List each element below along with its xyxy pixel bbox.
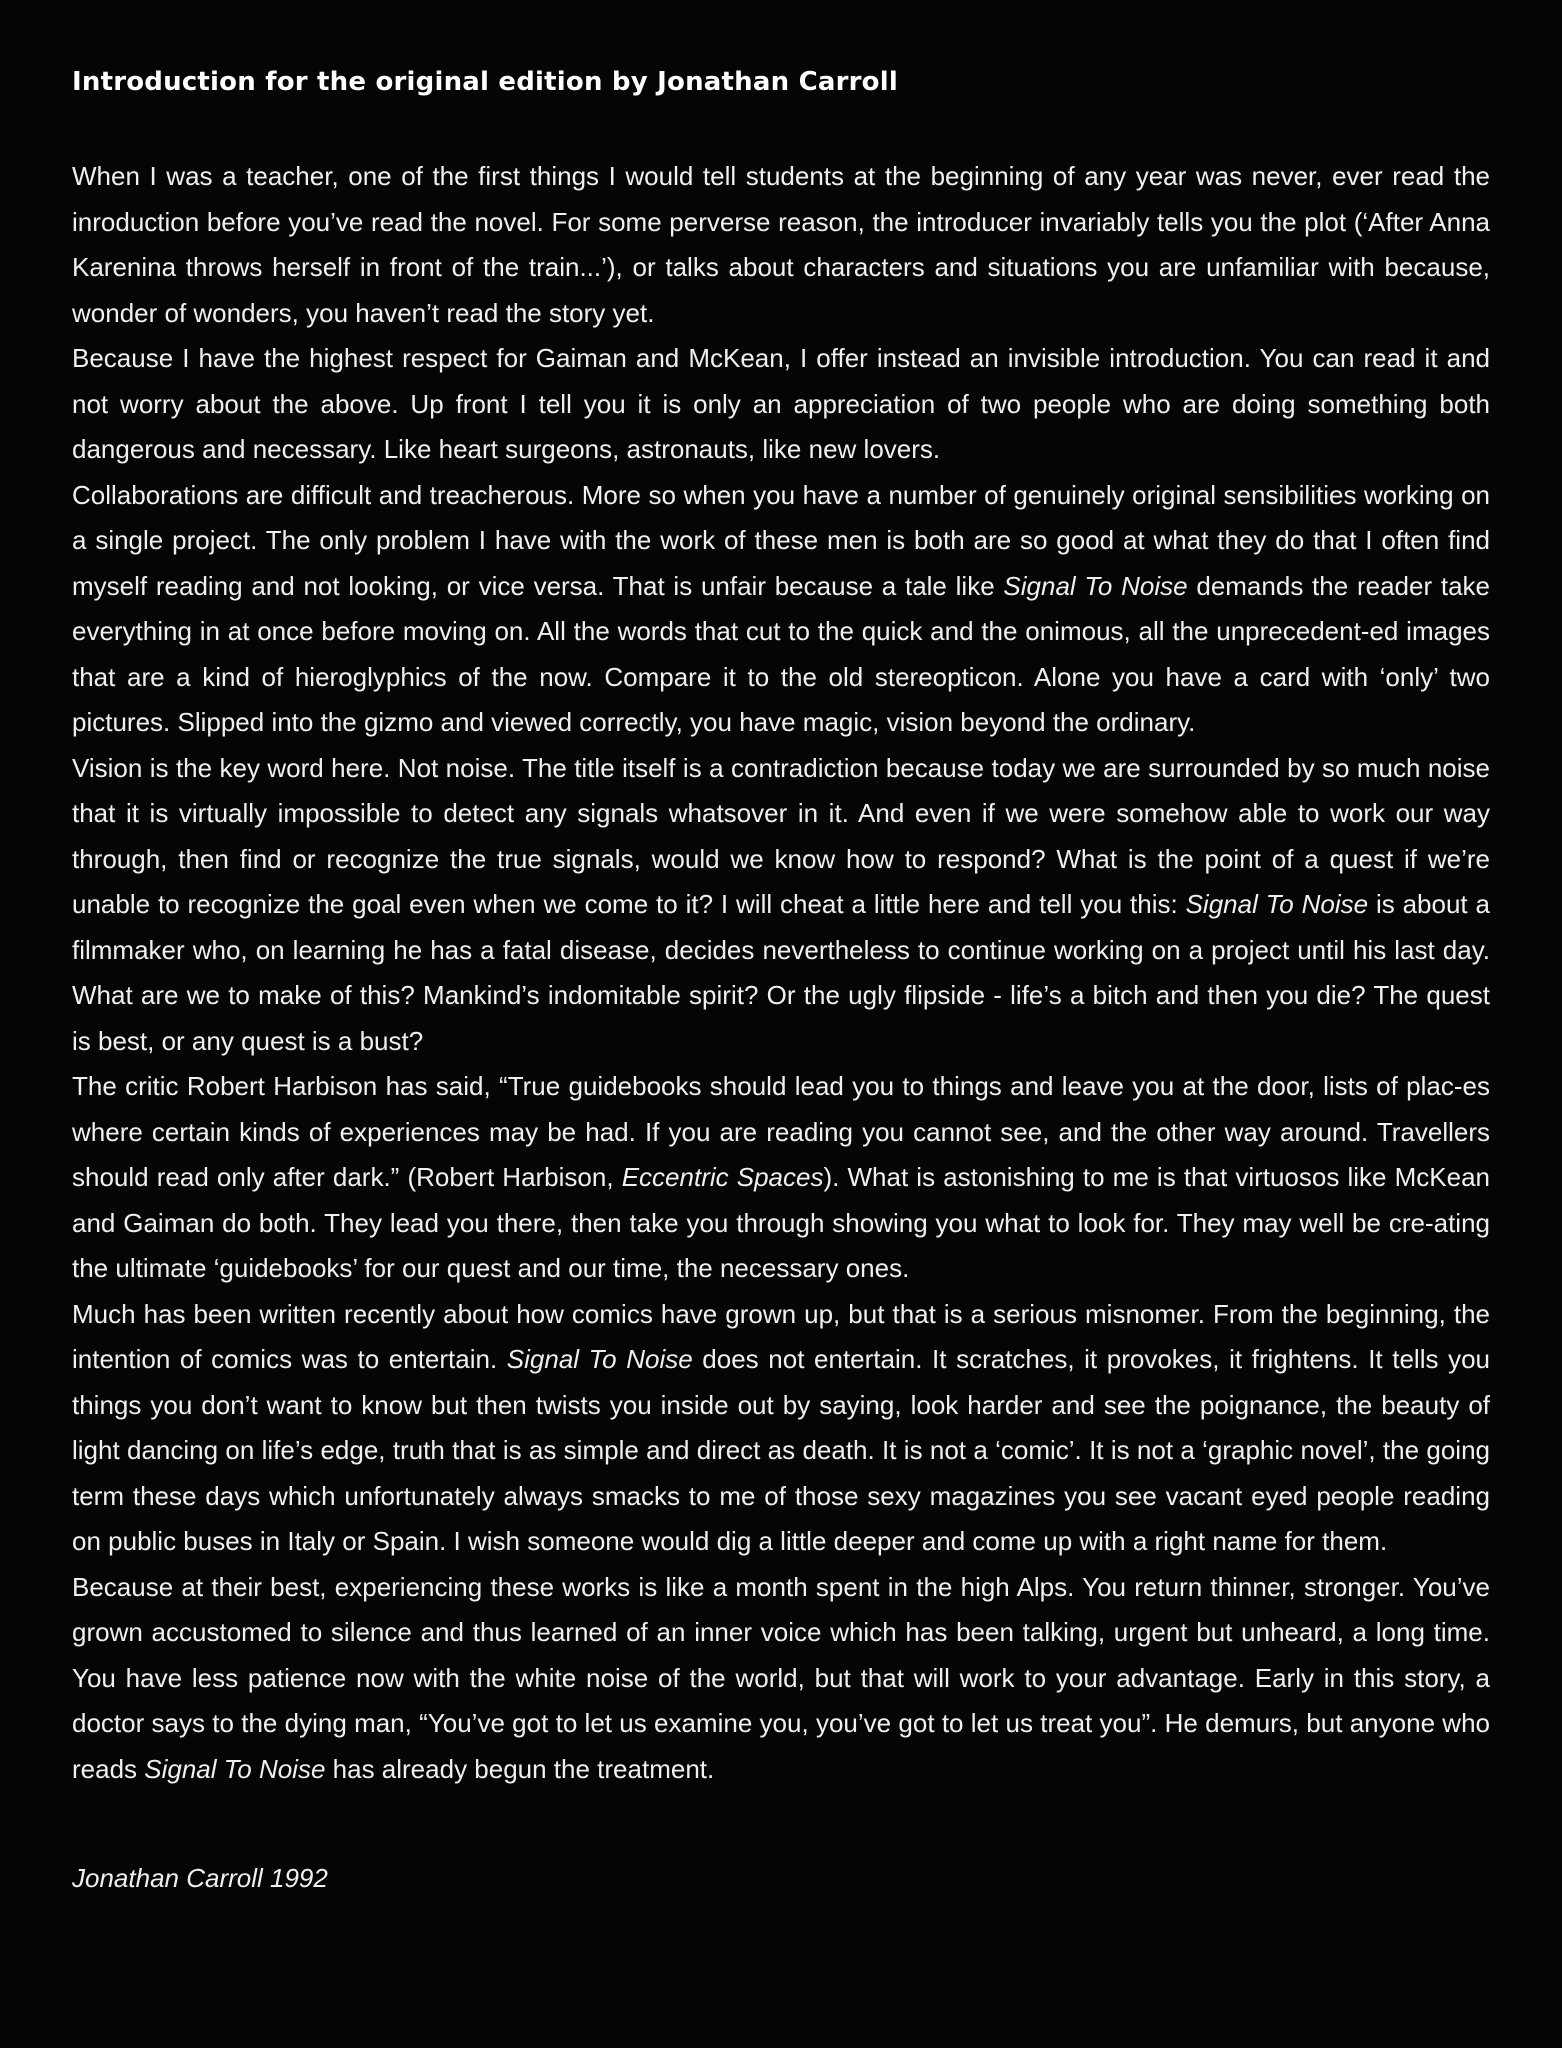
introduction-body — [72, 154, 1490, 1792]
paragraph-text: demands the reader take everything in at once before moving on. All the words that cut to the quick and the onimous, all the unprecedent-ed images that are a kind of hieroglyphics of the now. Compare it to the old stereopticon. Alone you have a card with ‘only’ two pictures. Slipped into the gizmo and viewed correctly, you have magic, vision beyond the ordinary. — [72, 570, 1490, 737]
paragraph-5 — [72, 1064, 1490, 1292]
paragraph-2 — [72, 336, 1490, 473]
paragraph-text: is about a filmmaker who, on learning he has a fatal disease, decides nevertheless to continue working on a project until his last day. What are we to make of this? Mankind’s indomitable spirit? Or the ugly flipside - life’s a bitch and then you die? The quest is best, or any quest is a bust? — [72, 889, 1490, 1056]
paragraph-text: The critic Robert Harbison has said, “True guidebooks should lead you to things and leave you at the door, lists of plac-es where certain kinds of experiences may be had. If you are reading you cannot see, and the other way around. Travellers should read only after dark.” (Robert Harbison, — [72, 1071, 1490, 1192]
book-title-italic: Signal To Noise — [144, 1753, 326, 1784]
paragraph-1 — [72, 154, 1490, 336]
book-title-italic: Eccentric Spaces — [621, 1162, 824, 1192]
book-title-italic: Signal To Noise — [1185, 889, 1369, 919]
paragraph-text: Vision is the key word here. Not noise. The title itself is a contradiction because today we are surrounded by so much noise that it is virtually impossible to detect any signals whatsover in it. And even if we were somehow able to work our way through, then find or recognize the true signals, would we know how to respond? What is the point of a quest if we’re unable to recognize the goal even when we come to it? I will cheat a little here and tell you this: — [72, 752, 1490, 919]
author-signature: Jonathan Carroll 1992 — [72, 1863, 328, 1893]
paragraph-4 — [72, 746, 1490, 1065]
page-title: Introduction for the original edition by Jonathan Carroll — [72, 67, 898, 97]
paragraph-text: does not entertain. It scratches, it provokes, it frightens. It tells you things you don’t want to know but then twists you inside out by saying, look harder and see the poignance, the beauty of light dancing on life’s edge, truth that is as simple and direct as death. It is not a ‘comic’. It is not a ‘graphic novel’, the going term these days which unfortunately always smacks to me of those sexy magazines you see vacant eyed people reading on public buses in Italy or Spain. I wish someone would dig a little deeper and come up with a right name for them. — [72, 1344, 1490, 1556]
document-page — [72, 62, 1490, 1898]
paragraph-text: Because I have the highest respect for Gaiman and McKean, I offer instead an invisible introduction. You can read it and not worry about the above. Up front I tell you it is only an appreciation of two people who are doing something both dangerous and necessary. Like heart surgeons, astronauts, like new lovers. — [72, 343, 1490, 464]
paragraph-text: When I was a teacher, one of the first things I would tell students at the beginning of any year was never, ever read the inroduction before you’ve read the novel. For some perverse reason, the introducer invariably tells you the plot (‘After Anna Karenina throws herself in front of the train...’), or talks about characters and situations you are unfamiliar with because, wonder of wonders, you haven’t read the story yet. — [72, 161, 1490, 328]
paragraph-text: ). What is astonishing to me is that virtuosos like McKean and Gaiman do both. They lead you there, then take you through showing you what to look for. They may well be cre-ating the ultimate ‘guidebooks’ for our quest and our time, the necessary ones. — [72, 1162, 1491, 1283]
book-title-italic: Signal To Noise — [506, 1344, 693, 1374]
paragraph-6 — [72, 1292, 1490, 1565]
book-title-italic: Signal To Noise — [1003, 570, 1188, 601]
paragraph-text: has already begun the treatment. — [325, 1753, 715, 1784]
paragraph-7 — [72, 1565, 1490, 1793]
paragraph-text: Collaborations are difficult and treacherous. More so when you have a number of genuinely original sensibilities working on a single project. The only problem I have with the work of these men is both are so good at what they do that I often find myself reading and not looking, or vice versa. That is unfair because a tale like — [72, 479, 1490, 601]
paragraph-3 — [72, 473, 1490, 746]
paragraph-text: Much has been written recently about how comics have grown up, but that is a serious misnomer. From the beginning, the intention of comics was to entertain. — [72, 1298, 1490, 1374]
paragraph-text: Because at their best, experiencing these works is like a month spent in the high Alps. You return thinner, stronger. You’ve grown accustomed to silence and thus learned of an inner voice which has been talking, urgent but unheard, a long time. You have less patience now with the white noise of the world, but that will work to your advantage. Early in this story, a doctor says to the dying man, “You’ve got to let us examine you, you’ve got to let us treat you”. He demurs, but anyone who reads — [72, 1571, 1490, 1784]
